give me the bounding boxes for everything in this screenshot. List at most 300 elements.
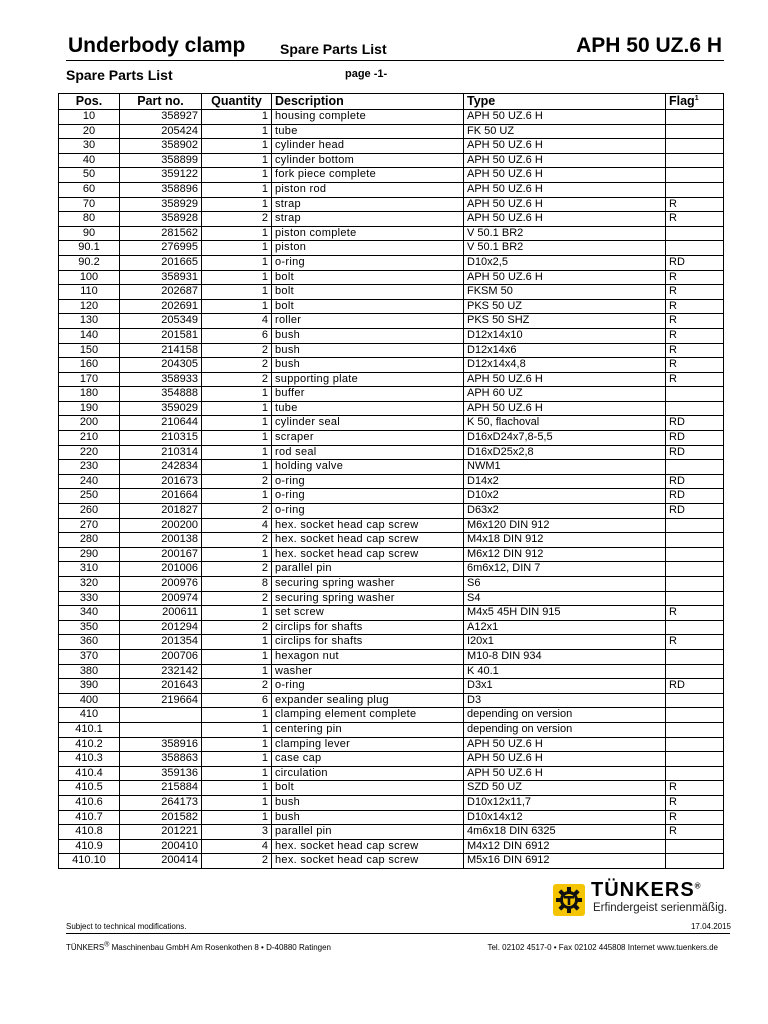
cell-type: M10-8 DIN 934 xyxy=(464,649,666,664)
cell-type: depending on version xyxy=(464,722,666,737)
cell-type: APH 50 UZ.6 H xyxy=(464,168,666,183)
cell-pos: 90.2 xyxy=(59,255,120,270)
cell-quantity: 1 xyxy=(202,416,272,431)
cell-pos: 140 xyxy=(59,328,120,343)
cell-pos: 280 xyxy=(59,533,120,548)
cell-type: D16xD24x7,8-5,5 xyxy=(464,431,666,446)
table-row xyxy=(59,562,724,577)
cell-pos: 180 xyxy=(59,387,120,402)
cell-quantity: 1 xyxy=(202,664,272,679)
cell-pos: 30 xyxy=(59,139,120,154)
cell-quantity: 1 xyxy=(202,241,272,256)
cell-pos: 190 xyxy=(59,401,120,416)
cell-flag: RD xyxy=(666,474,724,489)
cell-pos: 410.3 xyxy=(59,752,120,767)
cell-description: supporting plate xyxy=(272,372,464,387)
cell-part-no: 358899 xyxy=(120,153,202,168)
table-row xyxy=(59,416,724,431)
cell-description: bush xyxy=(272,343,464,358)
cell-pos: 110 xyxy=(59,285,120,300)
cell-part-no: 200976 xyxy=(120,577,202,592)
cell-quantity: 1 xyxy=(202,401,272,416)
table-row xyxy=(59,401,724,416)
cell-description: hex. socket head cap screw xyxy=(272,547,464,562)
cell-type: depending on version xyxy=(464,708,666,723)
table-row xyxy=(59,372,724,387)
cell-pos: 270 xyxy=(59,518,120,533)
cell-flag: R xyxy=(666,197,724,212)
cell-type: NWM1 xyxy=(464,460,666,475)
registered-mark: ® xyxy=(694,881,702,891)
gear-logo-icon xyxy=(553,884,585,916)
cell-pos: 310 xyxy=(59,562,120,577)
cell-description: holding valve xyxy=(272,460,464,475)
cell-quantity: 1 xyxy=(202,431,272,446)
table-row xyxy=(59,110,724,125)
cell-flag xyxy=(666,387,724,402)
cell-description: bolt xyxy=(272,270,464,285)
model-number: APH 50 UZ.6 H xyxy=(576,34,722,57)
cell-flag: R xyxy=(666,606,724,621)
cell-description: set screw xyxy=(272,606,464,621)
cell-part-no: 358927 xyxy=(120,110,202,125)
cell-part-no: 201664 xyxy=(120,489,202,504)
table-row xyxy=(59,839,724,854)
cell-type: A12x1 xyxy=(464,620,666,635)
cell-type: APH 50 UZ.6 H xyxy=(464,110,666,125)
cell-type: D10x2 xyxy=(464,489,666,504)
cell-flag xyxy=(666,547,724,562)
cell-description: piston complete xyxy=(272,226,464,241)
cell-flag xyxy=(666,664,724,679)
table-row xyxy=(59,606,724,621)
cell-part-no: 215884 xyxy=(120,781,202,796)
cell-flag xyxy=(666,562,724,577)
table-row xyxy=(59,781,724,796)
cell-part-no: 201294 xyxy=(120,620,202,635)
cell-pos: 250 xyxy=(59,489,120,504)
cell-type: APH 50 UZ.6 H xyxy=(464,197,666,212)
cell-part-no: 204305 xyxy=(120,358,202,373)
cell-quantity: 4 xyxy=(202,314,272,329)
cell-part-no: 210314 xyxy=(120,445,202,460)
cell-flag xyxy=(666,153,724,168)
cell-type: FK 50 UZ xyxy=(464,124,666,139)
cell-description: scraper xyxy=(272,431,464,446)
cell-pos: 370 xyxy=(59,649,120,664)
cell-pos: 200 xyxy=(59,416,120,431)
cell-type: D12x14x10 xyxy=(464,328,666,343)
cell-pos: 360 xyxy=(59,635,120,650)
table-row xyxy=(59,664,724,679)
cell-description: clamping lever xyxy=(272,737,464,752)
footer-registered-mark: ® xyxy=(104,941,110,949)
cell-quantity: 4 xyxy=(202,839,272,854)
brand-text: TÜNKERS xyxy=(591,879,695,901)
cell-type: PKS 50 UZ xyxy=(464,299,666,314)
cell-part-no: 214158 xyxy=(120,343,202,358)
cell-part-no: 358931 xyxy=(120,270,202,285)
table-row xyxy=(59,620,724,635)
cell-quantity: 1 xyxy=(202,547,272,562)
cell-quantity: 2 xyxy=(202,679,272,694)
cell-quantity: 2 xyxy=(202,562,272,577)
cell-part-no: 201643 xyxy=(120,679,202,694)
cell-description: tube xyxy=(272,401,464,416)
cell-pos: 340 xyxy=(59,606,120,621)
cell-type: M6x120 DIN 912 xyxy=(464,518,666,533)
cell-flag xyxy=(666,839,724,854)
column-header-flag xyxy=(666,94,724,110)
cell-flag xyxy=(666,577,724,592)
cell-quantity: 2 xyxy=(202,358,272,373)
cell-quantity: 2 xyxy=(202,533,272,548)
cell-description: buffer xyxy=(272,387,464,402)
cell-type: S4 xyxy=(464,591,666,606)
cell-quantity: 1 xyxy=(202,737,272,752)
cell-part-no: 201006 xyxy=(120,562,202,577)
table-row xyxy=(59,708,724,723)
cell-description: bush xyxy=(272,328,464,343)
cell-description: rod seal xyxy=(272,445,464,460)
cell-quantity: 1 xyxy=(202,810,272,825)
cell-description: clamping element complete xyxy=(272,708,464,723)
table-row xyxy=(59,299,724,314)
cell-description: strap xyxy=(272,197,464,212)
cell-flag xyxy=(666,722,724,737)
cell-type: APH 50 UZ.6 H xyxy=(464,153,666,168)
cell-pos: 100 xyxy=(59,270,120,285)
cell-flag: R xyxy=(666,372,724,387)
cell-description: circulation xyxy=(272,766,464,781)
cell-description: parallel pin xyxy=(272,562,464,577)
table-row xyxy=(59,635,724,650)
cell-part-no: 359122 xyxy=(120,168,202,183)
cell-part-no: 358863 xyxy=(120,752,202,767)
cell-type: D14x2 xyxy=(464,474,666,489)
cell-part-no: 358933 xyxy=(120,372,202,387)
list-heading: Spare Parts List xyxy=(66,67,173,83)
cell-part-no: 358928 xyxy=(120,212,202,227)
cell-flag xyxy=(666,708,724,723)
cell-pos: 330 xyxy=(59,591,120,606)
cell-pos: 260 xyxy=(59,504,120,519)
cell-part-no xyxy=(120,722,202,737)
cell-quantity: 1 xyxy=(202,752,272,767)
cell-description: o-ring xyxy=(272,255,464,270)
cell-pos: 410.2 xyxy=(59,737,120,752)
cell-type: FKSM 50 xyxy=(464,285,666,300)
cell-quantity: 2 xyxy=(202,343,272,358)
cell-description: circlips for shafts xyxy=(272,635,464,650)
cell-type: D12x14x6 xyxy=(464,343,666,358)
cell-quantity: 1 xyxy=(202,708,272,723)
cell-part-no: 210315 xyxy=(120,431,202,446)
cell-flag xyxy=(666,124,724,139)
cell-quantity: 2 xyxy=(202,504,272,519)
table-row xyxy=(59,387,724,402)
cell-quantity: 2 xyxy=(202,591,272,606)
cell-pos: 290 xyxy=(59,547,120,562)
table-row xyxy=(59,431,724,446)
cell-flag xyxy=(666,226,724,241)
footer-company: TÜNKERS xyxy=(66,943,105,952)
cell-part-no: 219664 xyxy=(120,693,202,708)
cell-flag xyxy=(666,460,724,475)
table-row xyxy=(59,285,724,300)
column-header-type: Type xyxy=(464,94,666,110)
cell-flag: RD xyxy=(666,504,724,519)
cell-part-no: 281562 xyxy=(120,226,202,241)
cell-pos: 410.6 xyxy=(59,795,120,810)
cell-description: hexagon nut xyxy=(272,649,464,664)
cell-part-no: 276995 xyxy=(120,241,202,256)
cell-type: APH 50 UZ.6 H xyxy=(464,270,666,285)
cell-part-no: 358902 xyxy=(120,139,202,154)
cell-description: tube xyxy=(272,124,464,139)
cell-description: parallel pin xyxy=(272,825,464,840)
cell-pos: 410.1 xyxy=(59,722,120,737)
cell-type: APH 50 UZ.6 H xyxy=(464,401,666,416)
cell-type: M4x12 DIN 6912 xyxy=(464,839,666,854)
cell-flag: RD xyxy=(666,679,724,694)
cell-pos: 150 xyxy=(59,343,120,358)
cell-flag: R xyxy=(666,635,724,650)
cell-part-no: 358896 xyxy=(120,182,202,197)
cell-flag xyxy=(666,854,724,869)
document-header xyxy=(66,34,724,61)
cell-quantity: 2 xyxy=(202,372,272,387)
cell-description: bolt xyxy=(272,285,464,300)
document-title: Underbody clamp xyxy=(68,34,246,57)
cell-description: hex. socket head cap screw xyxy=(272,839,464,854)
cell-description: o-ring xyxy=(272,489,464,504)
cell-description: cylinder head xyxy=(272,139,464,154)
cell-type: PKS 50 SHZ xyxy=(464,314,666,329)
cell-flag: R xyxy=(666,314,724,329)
cell-pos: 320 xyxy=(59,577,120,592)
cell-part-no: 200200 xyxy=(120,518,202,533)
cell-pos: 380 xyxy=(59,664,120,679)
tunkers-logo xyxy=(553,879,731,918)
table-row xyxy=(59,518,724,533)
cell-flag xyxy=(666,693,724,708)
flag-label: Flag xyxy=(669,94,695,108)
cell-quantity: 2 xyxy=(202,620,272,635)
cell-type: D3 xyxy=(464,693,666,708)
table-row xyxy=(59,153,724,168)
table-row xyxy=(59,649,724,664)
table-row xyxy=(59,474,724,489)
cell-flag xyxy=(666,241,724,256)
footer-address-text: Maschinenbau GmbH Am Rosenkothen 8 • D-40880 Ratingen xyxy=(109,943,331,952)
cell-part-no: 201221 xyxy=(120,825,202,840)
cell-type: APH 50 UZ.6 H xyxy=(464,139,666,154)
cell-flag: R xyxy=(666,358,724,373)
cell-quantity: 1 xyxy=(202,124,272,139)
cell-type: M4x18 DIN 912 xyxy=(464,533,666,548)
cell-part-no: 200706 xyxy=(120,649,202,664)
cell-type: I20x1 xyxy=(464,635,666,650)
cell-flag: RD xyxy=(666,445,724,460)
cell-part-no: 200410 xyxy=(120,839,202,854)
cell-type: V 50.1 BR2 xyxy=(464,241,666,256)
table-row xyxy=(59,489,724,504)
cell-type: D63x2 xyxy=(464,504,666,519)
column-header-part-no: Part no. xyxy=(120,94,202,110)
brand-slogan: Erfindergeist serienmäßig. xyxy=(593,902,728,914)
cell-quantity: 1 xyxy=(202,285,272,300)
cell-pos: 170 xyxy=(59,372,120,387)
cell-pos: 20 xyxy=(59,124,120,139)
footer-address xyxy=(66,943,331,952)
cell-quantity: 1 xyxy=(202,489,272,504)
cell-type: APH 60 UZ xyxy=(464,387,666,402)
cell-description: cylinder seal xyxy=(272,416,464,431)
column-header-pos: Pos. xyxy=(59,94,120,110)
cell-pos: 130 xyxy=(59,314,120,329)
table-row xyxy=(59,460,724,475)
cell-quantity: 2 xyxy=(202,854,272,869)
cell-type: M4x5 45H DIN 915 xyxy=(464,606,666,621)
cell-pos: 410 xyxy=(59,708,120,723)
cell-flag: R xyxy=(666,343,724,358)
cell-type: D10x14x12 xyxy=(464,810,666,825)
cell-part-no: 205349 xyxy=(120,314,202,329)
cell-pos: 160 xyxy=(59,358,120,373)
cell-quantity: 3 xyxy=(202,825,272,840)
cell-flag xyxy=(666,533,724,548)
cell-pos: 390 xyxy=(59,679,120,694)
cell-type: APH 50 UZ.6 H xyxy=(464,737,666,752)
cell-quantity: 4 xyxy=(202,518,272,533)
cell-pos: 220 xyxy=(59,445,120,460)
cell-type: M5x16 DIN 6912 xyxy=(464,854,666,869)
page-number: page -1- xyxy=(345,68,388,80)
cell-type: V 50.1 BR2 xyxy=(464,226,666,241)
cell-pos: 90.1 xyxy=(59,241,120,256)
table-row xyxy=(59,255,724,270)
cell-pos: 410.10 xyxy=(59,854,120,869)
cell-quantity: 1 xyxy=(202,649,272,664)
table-row xyxy=(59,577,724,592)
table-row xyxy=(59,825,724,840)
cell-part-no: 232142 xyxy=(120,664,202,679)
cell-description: bush xyxy=(272,795,464,810)
cell-part-no: 200974 xyxy=(120,591,202,606)
table-row xyxy=(59,270,724,285)
cell-pos: 410.4 xyxy=(59,766,120,781)
cell-flag: R xyxy=(666,810,724,825)
cell-flag: R xyxy=(666,328,724,343)
cell-flag xyxy=(666,182,724,197)
cell-description: case cap xyxy=(272,752,464,767)
cell-description: circlips for shafts xyxy=(272,620,464,635)
cell-quantity: 1 xyxy=(202,270,272,285)
cell-pos: 410.5 xyxy=(59,781,120,796)
table-row xyxy=(59,722,724,737)
table-row xyxy=(59,445,724,460)
table-row xyxy=(59,810,724,825)
cell-part-no: 201581 xyxy=(120,328,202,343)
cell-pos: 400 xyxy=(59,693,120,708)
cell-flag xyxy=(666,620,724,635)
cell-part-no: 200138 xyxy=(120,533,202,548)
cell-flag: RD xyxy=(666,255,724,270)
cell-description: roller xyxy=(272,314,464,329)
cell-description: expander sealing plug xyxy=(272,693,464,708)
cell-part-no: 359136 xyxy=(120,766,202,781)
cell-description: cylinder bottom xyxy=(272,153,464,168)
cell-quantity: 1 xyxy=(202,795,272,810)
cell-quantity: 1 xyxy=(202,226,272,241)
cell-quantity: 6 xyxy=(202,693,272,708)
cell-type: D3x1 xyxy=(464,679,666,694)
cell-part-no: 200414 xyxy=(120,854,202,869)
cell-type: APH 50 UZ.6 H xyxy=(464,752,666,767)
cell-description: housing complete xyxy=(272,110,464,125)
cell-type: D12x14x4,8 xyxy=(464,358,666,373)
cell-type: K 40.1 xyxy=(464,664,666,679)
cell-quantity: 1 xyxy=(202,255,272,270)
table-row xyxy=(59,693,724,708)
cell-quantity: 1 xyxy=(202,606,272,621)
cell-flag xyxy=(666,752,724,767)
footer-divider xyxy=(66,933,730,934)
cell-type: D16xD25x2,8 xyxy=(464,445,666,460)
cell-description: hex. socket head cap screw xyxy=(272,518,464,533)
column-header-description: Description xyxy=(272,94,464,110)
table-row xyxy=(59,504,724,519)
cell-part-no: 359029 xyxy=(120,401,202,416)
cell-pos: 80 xyxy=(59,212,120,227)
cell-quantity: 6 xyxy=(202,328,272,343)
cell-part-no: 201582 xyxy=(120,810,202,825)
cell-flag xyxy=(666,737,724,752)
cell-pos: 90 xyxy=(59,226,120,241)
spare-parts-table xyxy=(58,93,724,869)
cell-description: piston xyxy=(272,241,464,256)
cell-description: securing spring washer xyxy=(272,591,464,606)
cell-quantity: 2 xyxy=(202,474,272,489)
cell-part-no: 358929 xyxy=(120,197,202,212)
cell-description: centering pin xyxy=(272,722,464,737)
cell-flag: R xyxy=(666,795,724,810)
cell-quantity: 1 xyxy=(202,299,272,314)
cell-flag: RD xyxy=(666,431,724,446)
cell-pos: 40 xyxy=(59,153,120,168)
table-row xyxy=(59,226,724,241)
cell-part-no: 242834 xyxy=(120,460,202,475)
cell-description: strap xyxy=(272,212,464,227)
cell-flag: RD xyxy=(666,489,724,504)
cell-pos: 120 xyxy=(59,299,120,314)
cell-pos: 60 xyxy=(59,182,120,197)
cell-flag xyxy=(666,401,724,416)
cell-description: washer xyxy=(272,664,464,679)
cell-quantity: 1 xyxy=(202,182,272,197)
cell-flag: R xyxy=(666,299,724,314)
cell-pos: 350 xyxy=(59,620,120,635)
cell-pos: 210 xyxy=(59,431,120,446)
cell-part-no: 205424 xyxy=(120,124,202,139)
cell-description: fork piece complete xyxy=(272,168,464,183)
cell-description: bolt xyxy=(272,781,464,796)
cell-description: piston rod xyxy=(272,182,464,197)
cell-flag: R xyxy=(666,781,724,796)
cell-part-no: 202687 xyxy=(120,285,202,300)
cell-pos: 230 xyxy=(59,460,120,475)
